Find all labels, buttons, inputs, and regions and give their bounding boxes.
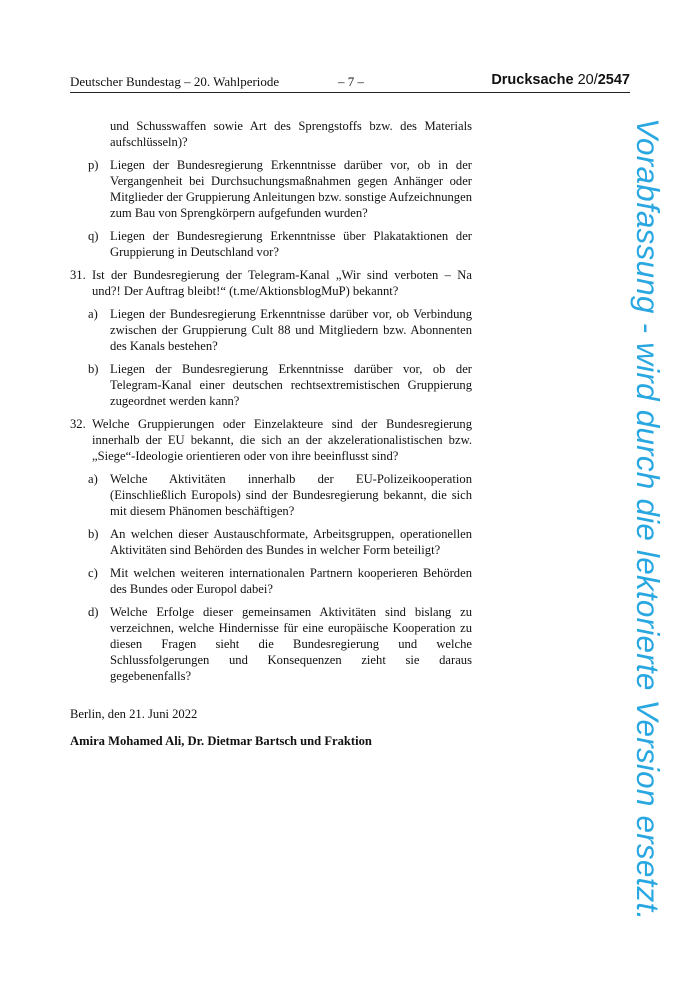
header-doc-num: 2547 — [597, 72, 630, 88]
item-text: Liegen der Bundesregierung Erkenntnisse darüber vor, ob der Telegram-Kanal einer deutschen rechtsextremistischen Gruppierung zugeordnet werden kann? — [110, 362, 472, 408]
question-31 — [70, 267, 472, 299]
item-text: Welche Erfolge dieser gemeinsamen Aktivitäten sind bislang zu verzeichnen, welche Hindernisse für eine europäische Kooperation zu diesen Fragen sieht die Bundesregierung und welche Schlussfolgerungen und Konsequenzen zieht sie daraus gegebenenfalls? — [110, 605, 472, 683]
question-number: 31. — [70, 268, 86, 282]
header-parliament: Deutscher Bundestag – 20. Wahlperiode — [70, 74, 280, 89]
document-body — [70, 118, 472, 749]
question-31-a — [88, 306, 472, 354]
item-label: q) — [88, 229, 99, 243]
signature: Amira Mohamed Ali, Dr. Dietmar Bartsch und Fraktion — [70, 734, 372, 748]
question-32 — [70, 416, 472, 464]
item-label: p) — [88, 158, 99, 172]
question-32-a — [88, 471, 472, 519]
header-doc-label: Drucksache — [491, 72, 574, 88]
list-item-q — [88, 228, 472, 260]
item-label: a) — [88, 472, 98, 486]
item-label: d) — [88, 605, 99, 619]
continuation-text: und Schusswaffen sowie Art des Sprengstoffs bzw. des Materials aufschlüsseln)? — [110, 119, 472, 149]
question-32-c — [88, 565, 472, 597]
item-label: b) — [88, 362, 99, 376]
header-document-number — [491, 72, 630, 88]
item-text: Liegen der Bundesregierung Erkenntnisse darüber vor, ob in der Vergangenheit bei Durchsuchungsmaßnahmen gegen Anhänger oder Mitglieder der Gruppierung Anleitungen bzw. sonstige Aufzeichnungen zum Bau von Sprengkörpern aufgefunden wurden? — [110, 158, 472, 220]
question-text: Ist der Bundesregierung der Telegram-Kanal „Wir sind verboten – Na und?! Der Auftrag bleibt!“ (t.me/AktionsblogMuP) bekannt? — [92, 268, 472, 298]
item-label: c) — [88, 566, 98, 580]
header-page-number: – 7 – — [338, 74, 364, 89]
question-number: 32. — [70, 417, 86, 431]
item-label: a) — [88, 307, 98, 321]
item-text: Liegen der Bundesregierung Erkenntnisse über Plakataktionen der Gruppierung in Deutschland vor? — [110, 229, 472, 259]
list-item-p — [88, 157, 472, 221]
item-text: Welche Aktivitäten innerhalb der EU-Polizeikooperation (Einschließlich Europols) sind der Bundesregierung bekannt, die sich mit diesem Phänomen beschäftigen? — [110, 472, 472, 518]
item-label: b) — [88, 527, 99, 541]
page-header — [70, 72, 630, 93]
question-31-b — [88, 361, 472, 409]
item-text: An welchen dieser Austauschformate, Arbeitsgruppen, operationellen Aktivitäten sind Behörden des Bundes in welcher Form beteiligt? — [110, 527, 472, 557]
item-text: Liegen der Bundesregierung Erkenntnisse darüber vor, ob Verbindung zwischen der Gruppierung Cult 88 und Mitgliedern bzw. Abonnenten des Kanals bestehen? — [110, 307, 472, 353]
item-text: Mit welchen weiteren internationalen Partnern kooperieren Behörden des Bundes oder Europol dabei? — [110, 566, 472, 596]
question-32-b — [88, 526, 472, 558]
header-doc-prefix: 20/ — [577, 72, 598, 88]
question-text: Welche Gruppierungen oder Einzelakteure sind der Bundesregierung innerhalb der EU bekannt, die sich an der akzelerationalistischen bzw. „Siege“-Ideologie orientieren oder von ihre beeinflusst sind? — [92, 417, 472, 463]
date-line: Berlin, den 21. Juni 2022 — [70, 707, 198, 721]
draft-watermark: Vorabfassung - wird durch die lektorierte Version ersetzt. — [630, 118, 666, 921]
question-32-d — [88, 604, 472, 684]
